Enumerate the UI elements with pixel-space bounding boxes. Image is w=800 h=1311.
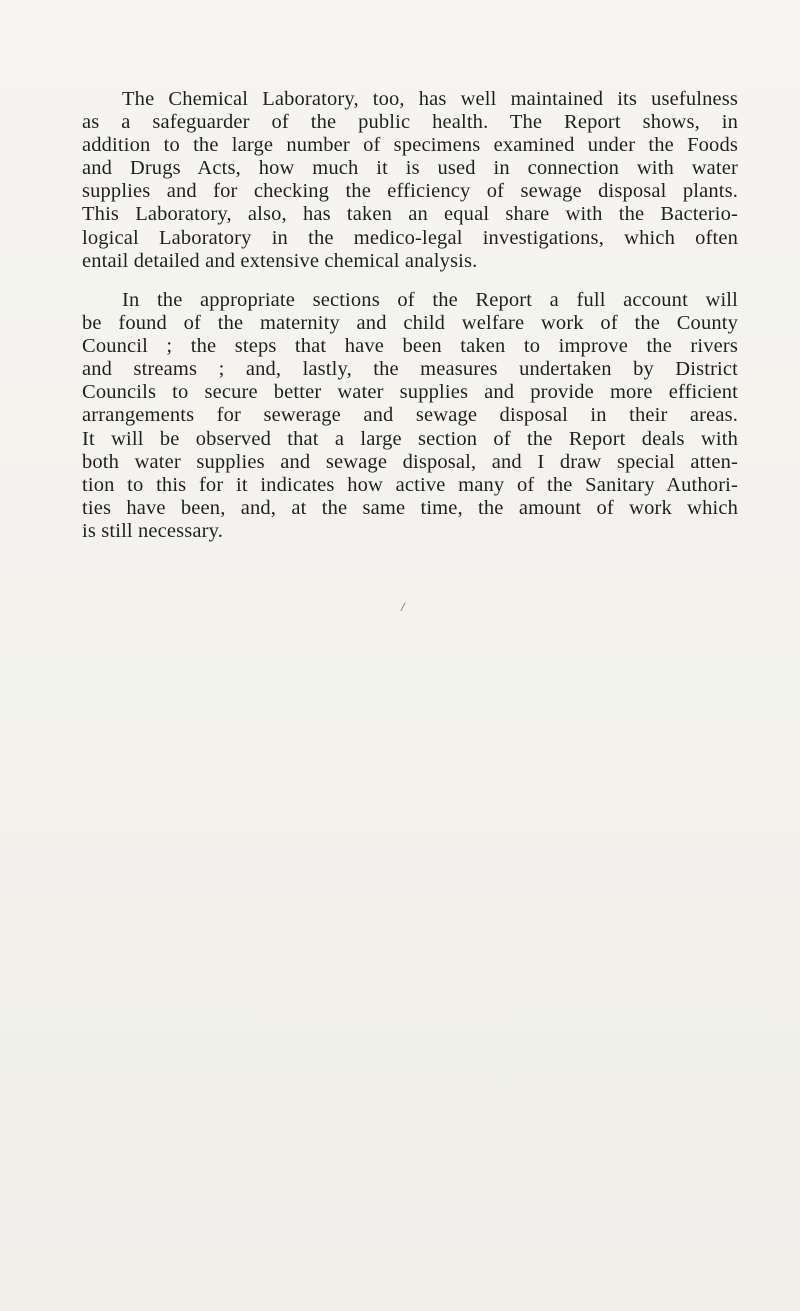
text-line: tion to this for it indicates how active many of the Sanitary Authori- xyxy=(82,473,738,496)
text-line: as a safeguarder of the public health. The Report shows, in xyxy=(82,111,738,134)
text-line: This Laboratory, also, has taken an equal share with the Bacterio- xyxy=(82,203,738,226)
text-line: logical Laboratory in the medico-legal investigations, which often xyxy=(82,226,738,249)
text-line: be found of the maternity and child welfare work of the County xyxy=(82,312,738,335)
paragraph-chemical-laboratory xyxy=(82,88,738,273)
text-line: and Drugs Acts, how much it is used in connection with water xyxy=(82,157,738,180)
text-line: addition to the large number of specimens examined under the Foods xyxy=(82,134,738,157)
text-line: Councils to secure better water supplies and provide more efficient xyxy=(82,381,738,404)
text-line: both water supplies and sewage disposal, and I draw special atten- xyxy=(82,450,738,473)
text-line: and streams ; and, lastly, the measures undertaken by District xyxy=(82,358,738,381)
text-line: entail detailed and extensive chemical analysis. xyxy=(82,249,478,272)
text-line: supplies and for checking the efficiency of sewage disposal plants. xyxy=(82,180,738,203)
paragraph-report-sections xyxy=(82,289,738,543)
text-line: It will be observed that a large section of the Report deals with xyxy=(82,427,738,450)
stray-mark: / xyxy=(401,599,405,614)
text-line: In the appropriate sections of the Report a full account will xyxy=(122,289,738,311)
text-line: ties have been, and, at the same time, the amount of work which xyxy=(82,496,738,519)
text-line: Council ; the steps that have been taken to improve the rivers xyxy=(82,335,738,358)
text-line: The Chemical Laboratory, too, has well maintained its usefulness xyxy=(122,88,738,110)
text-line: arrangements for sewerage and sewage disposal in their areas. xyxy=(82,404,738,427)
text-line: is still necessary. xyxy=(82,519,224,542)
